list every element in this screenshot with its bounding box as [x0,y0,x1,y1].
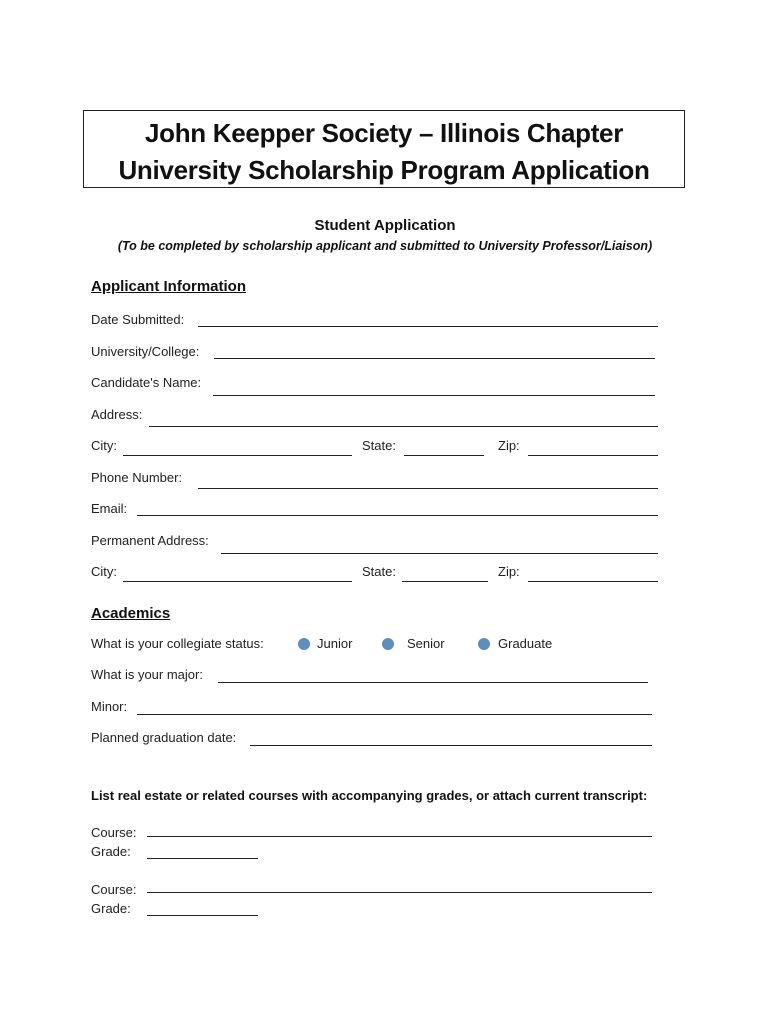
junior-label: Junior [317,636,353,651]
major-label: What is your major: [91,667,203,682]
candidate-name-field[interactable] [213,395,655,396]
city-label: City: [91,438,117,453]
city2-field[interactable] [123,581,352,582]
minor-label: Minor: [91,699,128,714]
applicant-information-heading: Applicant Information [91,278,246,295]
senior-radio[interactable] [382,638,394,650]
graduate-label: Graduate [498,636,553,651]
state-field[interactable] [404,455,484,456]
candidate-name-label: Candidate's Name: [91,375,202,390]
zip2-label: Zip: [498,564,520,579]
instruction-text: (To be completed by scholarship applicant and submitted to University Professor/Liaison) [117,239,653,253]
course1-label: Course: [91,825,137,840]
minor-field[interactable] [137,714,652,715]
state-label: State: [362,438,396,453]
email-label: Email: [91,501,128,516]
university-field[interactable] [214,358,655,359]
student-application-heading: Student Application [314,217,456,234]
grade2-field[interactable] [147,915,258,916]
grade2-label: Grade: [91,901,131,916]
state2-label: State: [362,564,396,579]
zip-field[interactable] [528,455,658,456]
graduation-date-label: Planned graduation date: [91,730,237,745]
address-field[interactable] [149,426,658,427]
form-title-line-1: John Keepper Society – Illinois Chapter [144,118,624,148]
course2-field[interactable] [147,892,652,893]
course1-field[interactable] [147,836,652,837]
zip-label: Zip: [498,438,520,453]
course2-label: Course: [91,882,137,897]
city-field[interactable] [123,455,352,456]
phone-field[interactable] [198,488,658,489]
permanent-address-field[interactable] [221,553,658,554]
academics-heading: Academics [91,605,171,622]
senior-label: Senior [407,636,445,651]
university-label: University/College: [91,344,200,359]
date-submitted-field[interactable] [198,326,658,327]
major-field[interactable] [218,682,648,683]
state2-field[interactable] [402,581,488,582]
junior-radio[interactable] [298,638,310,650]
grade1-field[interactable] [147,858,258,859]
collegiate-status-label: What is your collegiate status: [91,636,264,651]
form-title-box [83,110,685,188]
phone-label: Phone Number: [91,470,183,485]
graduation-date-field[interactable] [250,745,652,746]
courses-instruction: List real estate or related courses with accompanying grades, or attach current transcript: [91,788,648,803]
city2-label: City: [91,564,117,579]
graduate-radio[interactable] [478,638,490,650]
form-title-line-2: University Scholarship Program Application [118,155,650,185]
email-field[interactable] [137,515,658,516]
grade1-label: Grade: [91,844,131,859]
date-submitted-label: Date Submitted: [91,312,185,327]
permanent-address-label: Permanent Address: [91,533,209,548]
address-label: Address: [91,407,143,422]
zip2-field[interactable] [528,581,658,582]
